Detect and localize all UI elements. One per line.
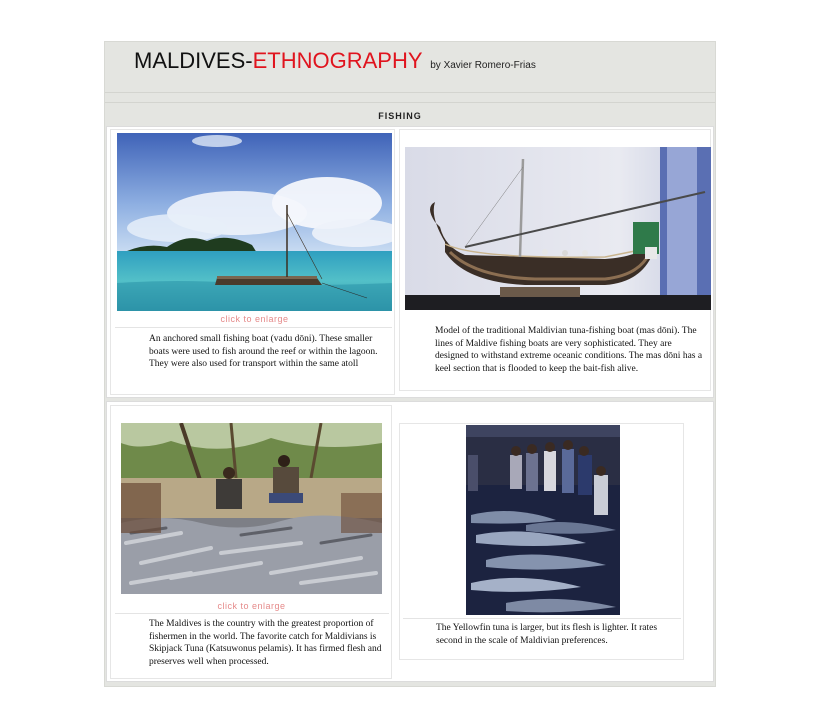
title-black: MALDIVES- (134, 48, 253, 73)
photo-yellowfin-tuna (466, 425, 620, 615)
cell-divider (403, 618, 681, 619)
cell-divider (115, 613, 389, 614)
panel-bottom (106, 401, 714, 682)
page-header (105, 42, 715, 126)
page-frame (104, 41, 716, 687)
byline: by Xavier Romero-Frias (430, 60, 536, 71)
page-title (134, 48, 536, 74)
photo-anchored-boat[interactable] (117, 133, 392, 311)
click-to-enlarge-link[interactable]: click to enlarge (220, 314, 289, 324)
header-divider (105, 102, 715, 103)
caption-fishermen: The Maldives is the country with the greatest proportion of fishermen in the world. The favorite catch for Maldivians is Skipjack Tuna (Katsuwonus pelamis). It has firmed flesh and preserves well when processed. (149, 619, 382, 667)
photo-mas-doni-model (405, 147, 711, 310)
item-fishermen (110, 405, 392, 679)
panel-top (106, 126, 714, 398)
item-anchored-boat (110, 129, 395, 395)
title-red: ETHNOGRAPHY (252, 48, 423, 73)
item-yellowfin-tuna (399, 423, 684, 660)
section-label: FISHING (378, 111, 422, 121)
cell-divider (115, 327, 392, 328)
item-mas-doni-model (399, 129, 711, 391)
click-to-enlarge-link[interactable]: click to enlarge (217, 601, 286, 611)
photo-fishermen[interactable] (121, 423, 382, 594)
caption-anchored-boat: An anchored small fishing boat (vadu dōni). These smaller boats were used to fish around the reef or within the lagoon. They were also used for transport within the same atoll (149, 334, 378, 369)
caption-yellowfin-tuna: The Yellowfin tuna is larger, but its flesh is lighter. It rates second in the scale of Maldivian preferences. (436, 623, 658, 646)
header-divider (105, 92, 715, 93)
caption-mas-doni-model: Model of the traditional Maldivian tuna-fishing boat (mas dōni). The lines of Maldive fishing boats are very sophisticated. They are designed to withstand extreme oceanic conditions. The mas dōni has a keel section that is flooded to keep the bait-fish alive. (435, 326, 703, 374)
